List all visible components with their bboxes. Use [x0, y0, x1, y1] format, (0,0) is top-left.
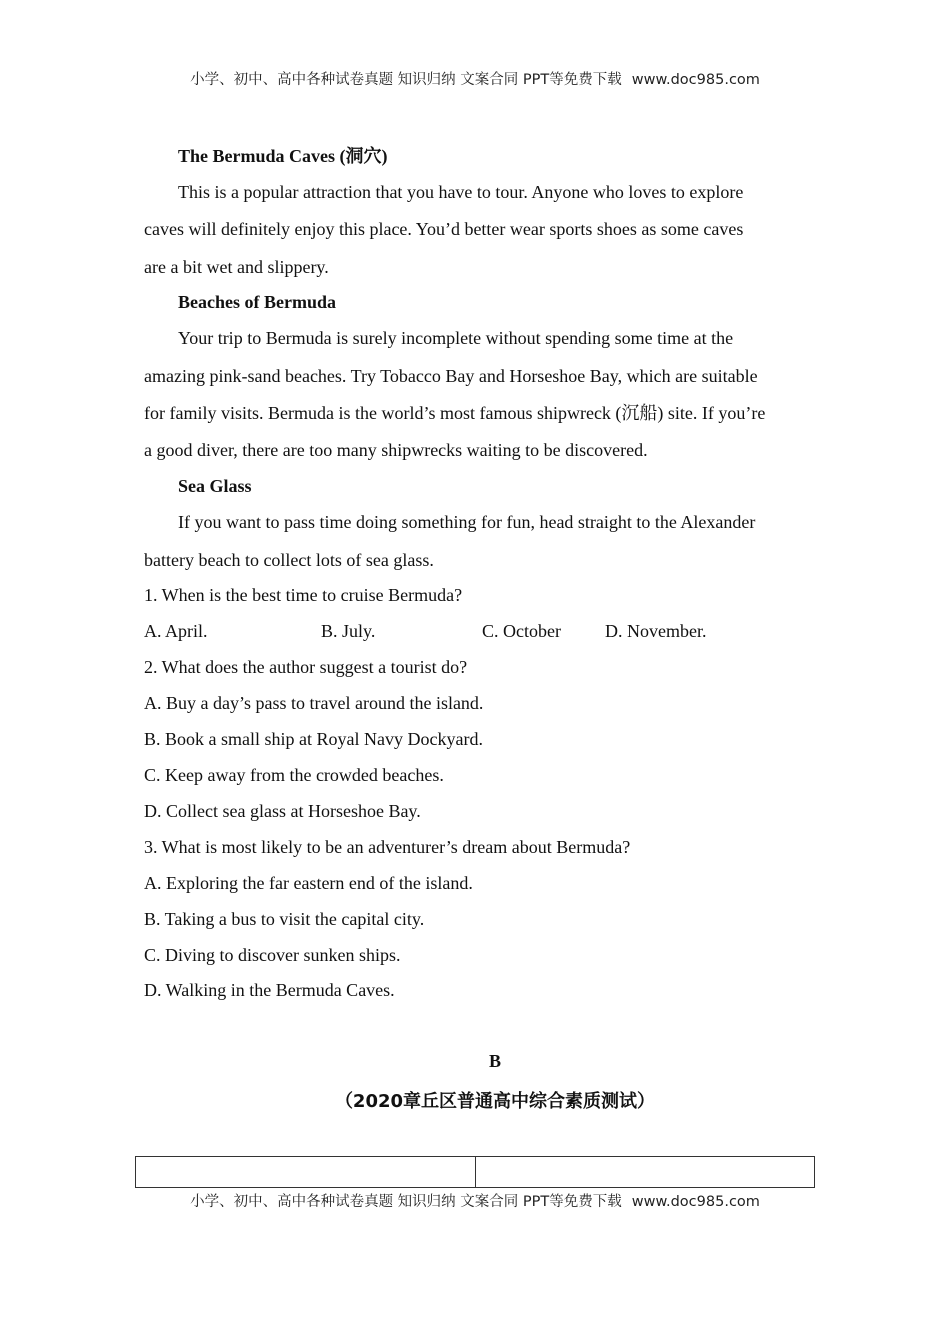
seaglass-title: Sea Glass — [178, 476, 252, 496]
blank-table — [135, 1156, 815, 1188]
question-3: 3. What is most likely to be an adventurer’s dream about Bermuda? — [144, 837, 631, 857]
q2-option-a: A. Buy a day’s pass to travel around the island. — [144, 693, 484, 713]
paragraph-line: This is a popular attraction that you have to tour. Anyone who loves to explore — [178, 182, 744, 202]
paragraph-line: Your trip to Bermuda is surely incomplete without spending some time at the — [178, 328, 734, 348]
q3-option-c: C. Diving to discover sunken ships. — [144, 945, 401, 965]
page-footer — [0, 1190, 950, 1211]
q3-option-a: A. Exploring the far eastern end of the island. — [144, 873, 473, 893]
part-b-source: （2020章丘区普通高中综合素质测试） — [334, 1091, 656, 1112]
footer-url[interactable]: www.doc985.com — [631, 1194, 760, 1210]
question-2: 2. What does the author suggest a tourist do? — [144, 657, 468, 677]
footer-text: 小学、初中、高中各种试卷真题 知识归纳 文案合同 PPT等免费下载 — [190, 1194, 622, 1210]
question-1: 1. When is the best time to cruise Bermuda? — [144, 585, 463, 605]
q1-option-d: D. November. — [605, 621, 707, 641]
paragraph-line: for family visits. Bermuda is the world’s most famous shipwreck (沉船) site. If you’re — [144, 403, 766, 423]
q1-option-a: A. April. — [144, 621, 208, 641]
header-text: 小学、初中、高中各种试卷真题 知识归纳 文案合同 PPT等免费下载 — [190, 72, 622, 88]
paragraph-line: If you want to pass time doing something for fun, head straight to the Alexander — [178, 512, 756, 532]
table-cell — [475, 1157, 815, 1187]
part-b-letter: B — [488, 1051, 501, 1071]
paragraph-line: caves will definitely enjoy this place. You’d better wear sports shoes as some caves — [144, 219, 744, 239]
q2-option-b: B. Book a small ship at Royal Navy Dockyard. — [144, 729, 483, 749]
q2-option-d: D. Collect sea glass at Horseshoe Bay. — [144, 801, 421, 821]
table-cell — [136, 1157, 475, 1187]
header-url[interactable]: www.doc985.com — [631, 72, 760, 88]
beaches-title: Beaches of Bermuda — [178, 292, 336, 312]
paragraph-line: are a bit wet and slippery. — [144, 257, 329, 277]
caves-title: The Bermuda Caves (洞穴) — [178, 146, 388, 166]
q2-option-c: C. Keep away from the crowded beaches. — [144, 765, 444, 785]
paragraph-line: amazing pink-sand beaches. Try Tobacco Bay and Horseshoe Bay, which are suitable — [144, 366, 758, 386]
q1-option-b: B. July. — [321, 621, 376, 641]
page-header — [0, 68, 950, 89]
paragraph-line: a good diver, there are too many shipwrecks waiting to be discovered. — [144, 440, 648, 460]
q3-option-d: D. Walking in the Bermuda Caves. — [144, 980, 395, 1000]
q1-option-c: C. October — [482, 621, 561, 641]
q3-option-b: B. Taking a bus to visit the capital city. — [144, 909, 425, 929]
paragraph-line: battery beach to collect lots of sea glass. — [144, 550, 434, 570]
